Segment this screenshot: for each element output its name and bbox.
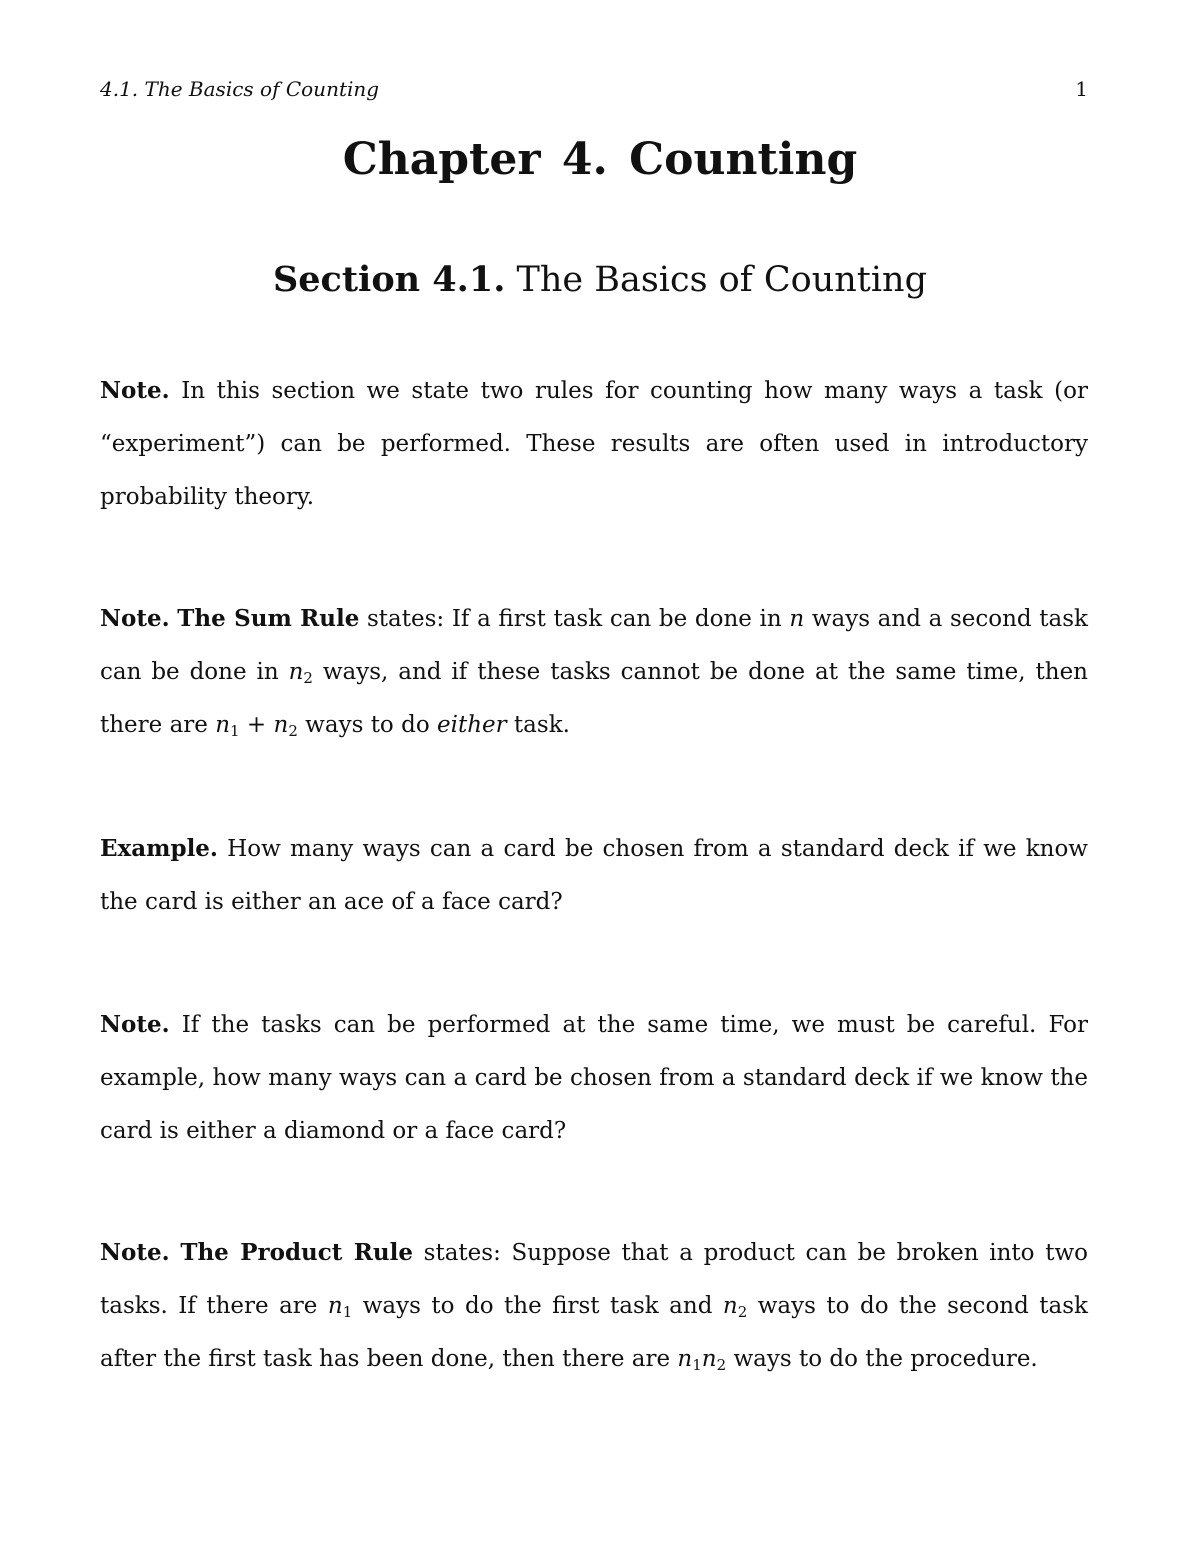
math-subscript: 1 [692,1356,702,1374]
product-rule-text: ways to do the second task after the first task has been done, then there are [100,1293,1088,1372]
math-symbol: n [677,1346,693,1372]
chapter-title: Chapter 4. Counting [342,134,858,185]
math-symbol: n [327,1293,343,1319]
math-variable [328,1293,352,1319]
note-label: Note. [100,1011,170,1038]
sum-rule-text: ways, and if these tasks cannot be done at the same time, then there are [100,659,1088,738]
sum-rule-text: ways to do [297,712,437,738]
note-label: Note. [100,377,170,404]
math-subscript: 2 [737,1303,748,1321]
section-label: Section 4.1. [273,259,506,300]
running-header [100,74,1088,104]
section-title [0,256,1200,304]
sum-rule-term: The Sum Rule [177,605,360,632]
math-subscript: 2 [303,669,313,687]
careful-note-text: If the tasks can be performed at the same time, we must be careful. For example, how many ways can a card be chosen from a standard deck if we know the card is either a diamond or a face card? [100,1012,1088,1144]
sum-rule-paragraph [100,592,1088,752]
page-number: 1 [1075,77,1088,101]
math-subscript: 1 [342,1303,353,1321]
math-subscript: 2 [716,1356,727,1374]
math-subscript: 2 [288,722,298,740]
math-variable [677,1346,726,1372]
running-title: 4.1. The Basics of Counting [100,77,380,101]
math-subscript: 1 [230,722,240,740]
intro-note-paragraph [100,364,1088,524]
careful-note-paragraph [100,998,1088,1158]
product-rule-text: ways to do the first task and [352,1293,723,1319]
sum-rule-text: ways and a second task can be done in [100,606,1088,685]
example-text: How many ways can a card be chosen from a standard deck if we know the card is either an ace of a face card? [100,836,1088,915]
note-label: Note. [100,605,170,632]
product-rule-text: states: Suppose that a product can be broken into two tasks. If there are [100,1240,1088,1319]
math-symbol: n [701,1346,717,1372]
math-symbol: n [215,712,231,738]
section-name: The Basics of Counting [516,260,927,300]
math-variable [274,712,298,738]
math-variable [215,712,239,738]
math-symbol: n [722,1293,738,1319]
product-rule-paragraph [100,1226,1088,1386]
product-rule-term: The Product Rule [180,1239,413,1266]
plus-operator: + [239,712,274,738]
math-symbol: n [288,659,304,685]
math-symbol: n [273,712,289,738]
intro-note-text: In this section we state two rules for counting how many ways a task (or “experiment”) can be performed. These results are often used in introductory probability theory. [100,378,1088,510]
math-variable [289,659,313,685]
math-variable: n [789,606,805,632]
example-label: Example. [100,835,218,862]
example-paragraph [100,822,1088,929]
emphasis-either: either [436,712,507,738]
sum-rule-text: states: If a first task can be done in [359,606,790,632]
math-variable [723,1293,747,1319]
product-rule-text: ways to do the procedure. [726,1346,1038,1372]
note-label: Note. [100,1239,170,1266]
sum-rule-text: task. [506,712,570,738]
